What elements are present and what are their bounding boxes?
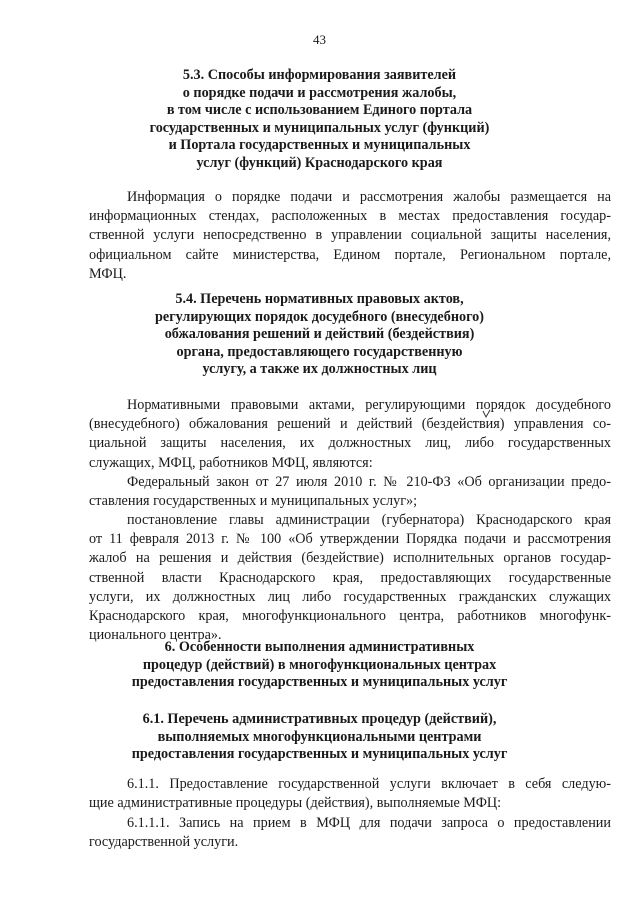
heading-line: услугу, а также их должностных лиц <box>202 361 437 378</box>
section-6-title <box>0 639 639 692</box>
text-line: официальном сайте министерства, Едином портале, Региональном портале, <box>89 246 611 263</box>
section-5-4-paragraph-1 <box>89 396 611 473</box>
text-line: Нормативными правовыми актами, регулирующими порядок досудебного <box>127 397 611 413</box>
text-line: ственной услуги непосредственно в управлении социальной защиты населения, <box>89 227 611 244</box>
heading-line: государственных и муниципальных услуг (функций) <box>149 119 490 136</box>
heading-line: 6. Особенности выполнения административных <box>164 639 475 655</box>
text-line: Федеральный закон от 27 июля 2010 г. № 210-ФЗ «Об организации предо- <box>127 474 611 490</box>
text-line: щие административные процедуры (действия), выполняемые МФЦ: <box>89 795 502 812</box>
text-line: ставления государственных и муниципальных услуг»; <box>89 493 418 510</box>
text-line: (внесудебного) обжалования решений и действий (бездействия) управления со- <box>89 416 611 433</box>
text-line: информационных стендах, расположенных в местах предоставления государ- <box>89 208 611 225</box>
heading-line: обжалования решений и действий (бездействия) <box>164 326 475 343</box>
text-line: Информация о порядке подачи и рассмотрения жалобы размещается на <box>127 189 611 205</box>
text-line: Краснодарского края, многофункционального центра, работников многофунк- <box>89 608 611 625</box>
heading-line: и Портала государственных и муниципальных <box>168 137 471 154</box>
page-number: 43 <box>313 32 326 47</box>
text-line: служащих, МФЦ, работников МФЦ, являются: <box>89 454 373 471</box>
text-line: постановление главы администрации (губернатора) Краснодарского края <box>127 512 611 528</box>
section-6-1-title <box>0 711 639 764</box>
pen-mark-icon <box>482 409 491 419</box>
section-5-4-paragraph-2 <box>89 473 611 511</box>
text-line: услуги, их должностных лиц либо государственных гражданских служащих <box>89 588 611 605</box>
section-5-4-title <box>0 291 639 379</box>
section-6-1-paragraph-1 <box>89 775 611 813</box>
heading-line: процедур (действий) в многофункциональных центрах <box>142 656 497 673</box>
heading-line: предоставления государственных и муниципальных услуг <box>131 674 508 691</box>
heading-line: 5.3. Способы информирования заявителей <box>182 67 457 83</box>
text-line: ционального центра». <box>89 627 222 644</box>
section-6-1-paragraph-2 <box>89 814 611 852</box>
text-line: жалоб на решения и действия (бездействие) исполнительных органов государ- <box>89 550 611 567</box>
section-5-3-paragraph <box>89 188 611 284</box>
heading-line: в том числе с использованием Единого портала <box>166 102 473 119</box>
heading-line: предоставления государственных и муниципальных услуг <box>131 746 508 763</box>
heading-line: регулирующих порядок досудебного (внесудебного) <box>155 308 484 325</box>
text-line: от 11 февраля 2013 г. № 100 «Об утверждении Порядка подачи и рассмотрения <box>89 531 611 548</box>
section-5-4-paragraph-3 <box>89 511 611 645</box>
text-line: МФЦ. <box>89 265 127 282</box>
heading-line: 5.4. Перечень нормативных правовых актов, <box>175 291 464 307</box>
text-line: государственной услуги. <box>89 834 239 851</box>
text-line: циальной защиты населения, их должностных лиц, либо государственных <box>89 435 611 452</box>
heading-line: 6.1. Перечень административных процедур (действий), <box>142 711 497 727</box>
text-line: ственной власти Краснодарского края, предоставляющих государственные <box>89 569 611 586</box>
heading-line: услуг (функций) Краснодарского края <box>196 154 443 171</box>
heading-line: о порядке подачи и рассмотрения жалобы, <box>182 84 457 101</box>
section-5-3-title <box>0 67 639 173</box>
text-line: 6.1.1.1. Запись на прием в МФЦ для подачи запроса о предоставлении <box>127 815 611 831</box>
heading-line: выполняемых многофункциональными центрами <box>157 728 482 745</box>
text-line: 6.1.1. Предоставление государственной услуги включает в себя следую- <box>127 776 611 792</box>
heading-line: органа, предоставляющего государственную <box>176 343 463 360</box>
